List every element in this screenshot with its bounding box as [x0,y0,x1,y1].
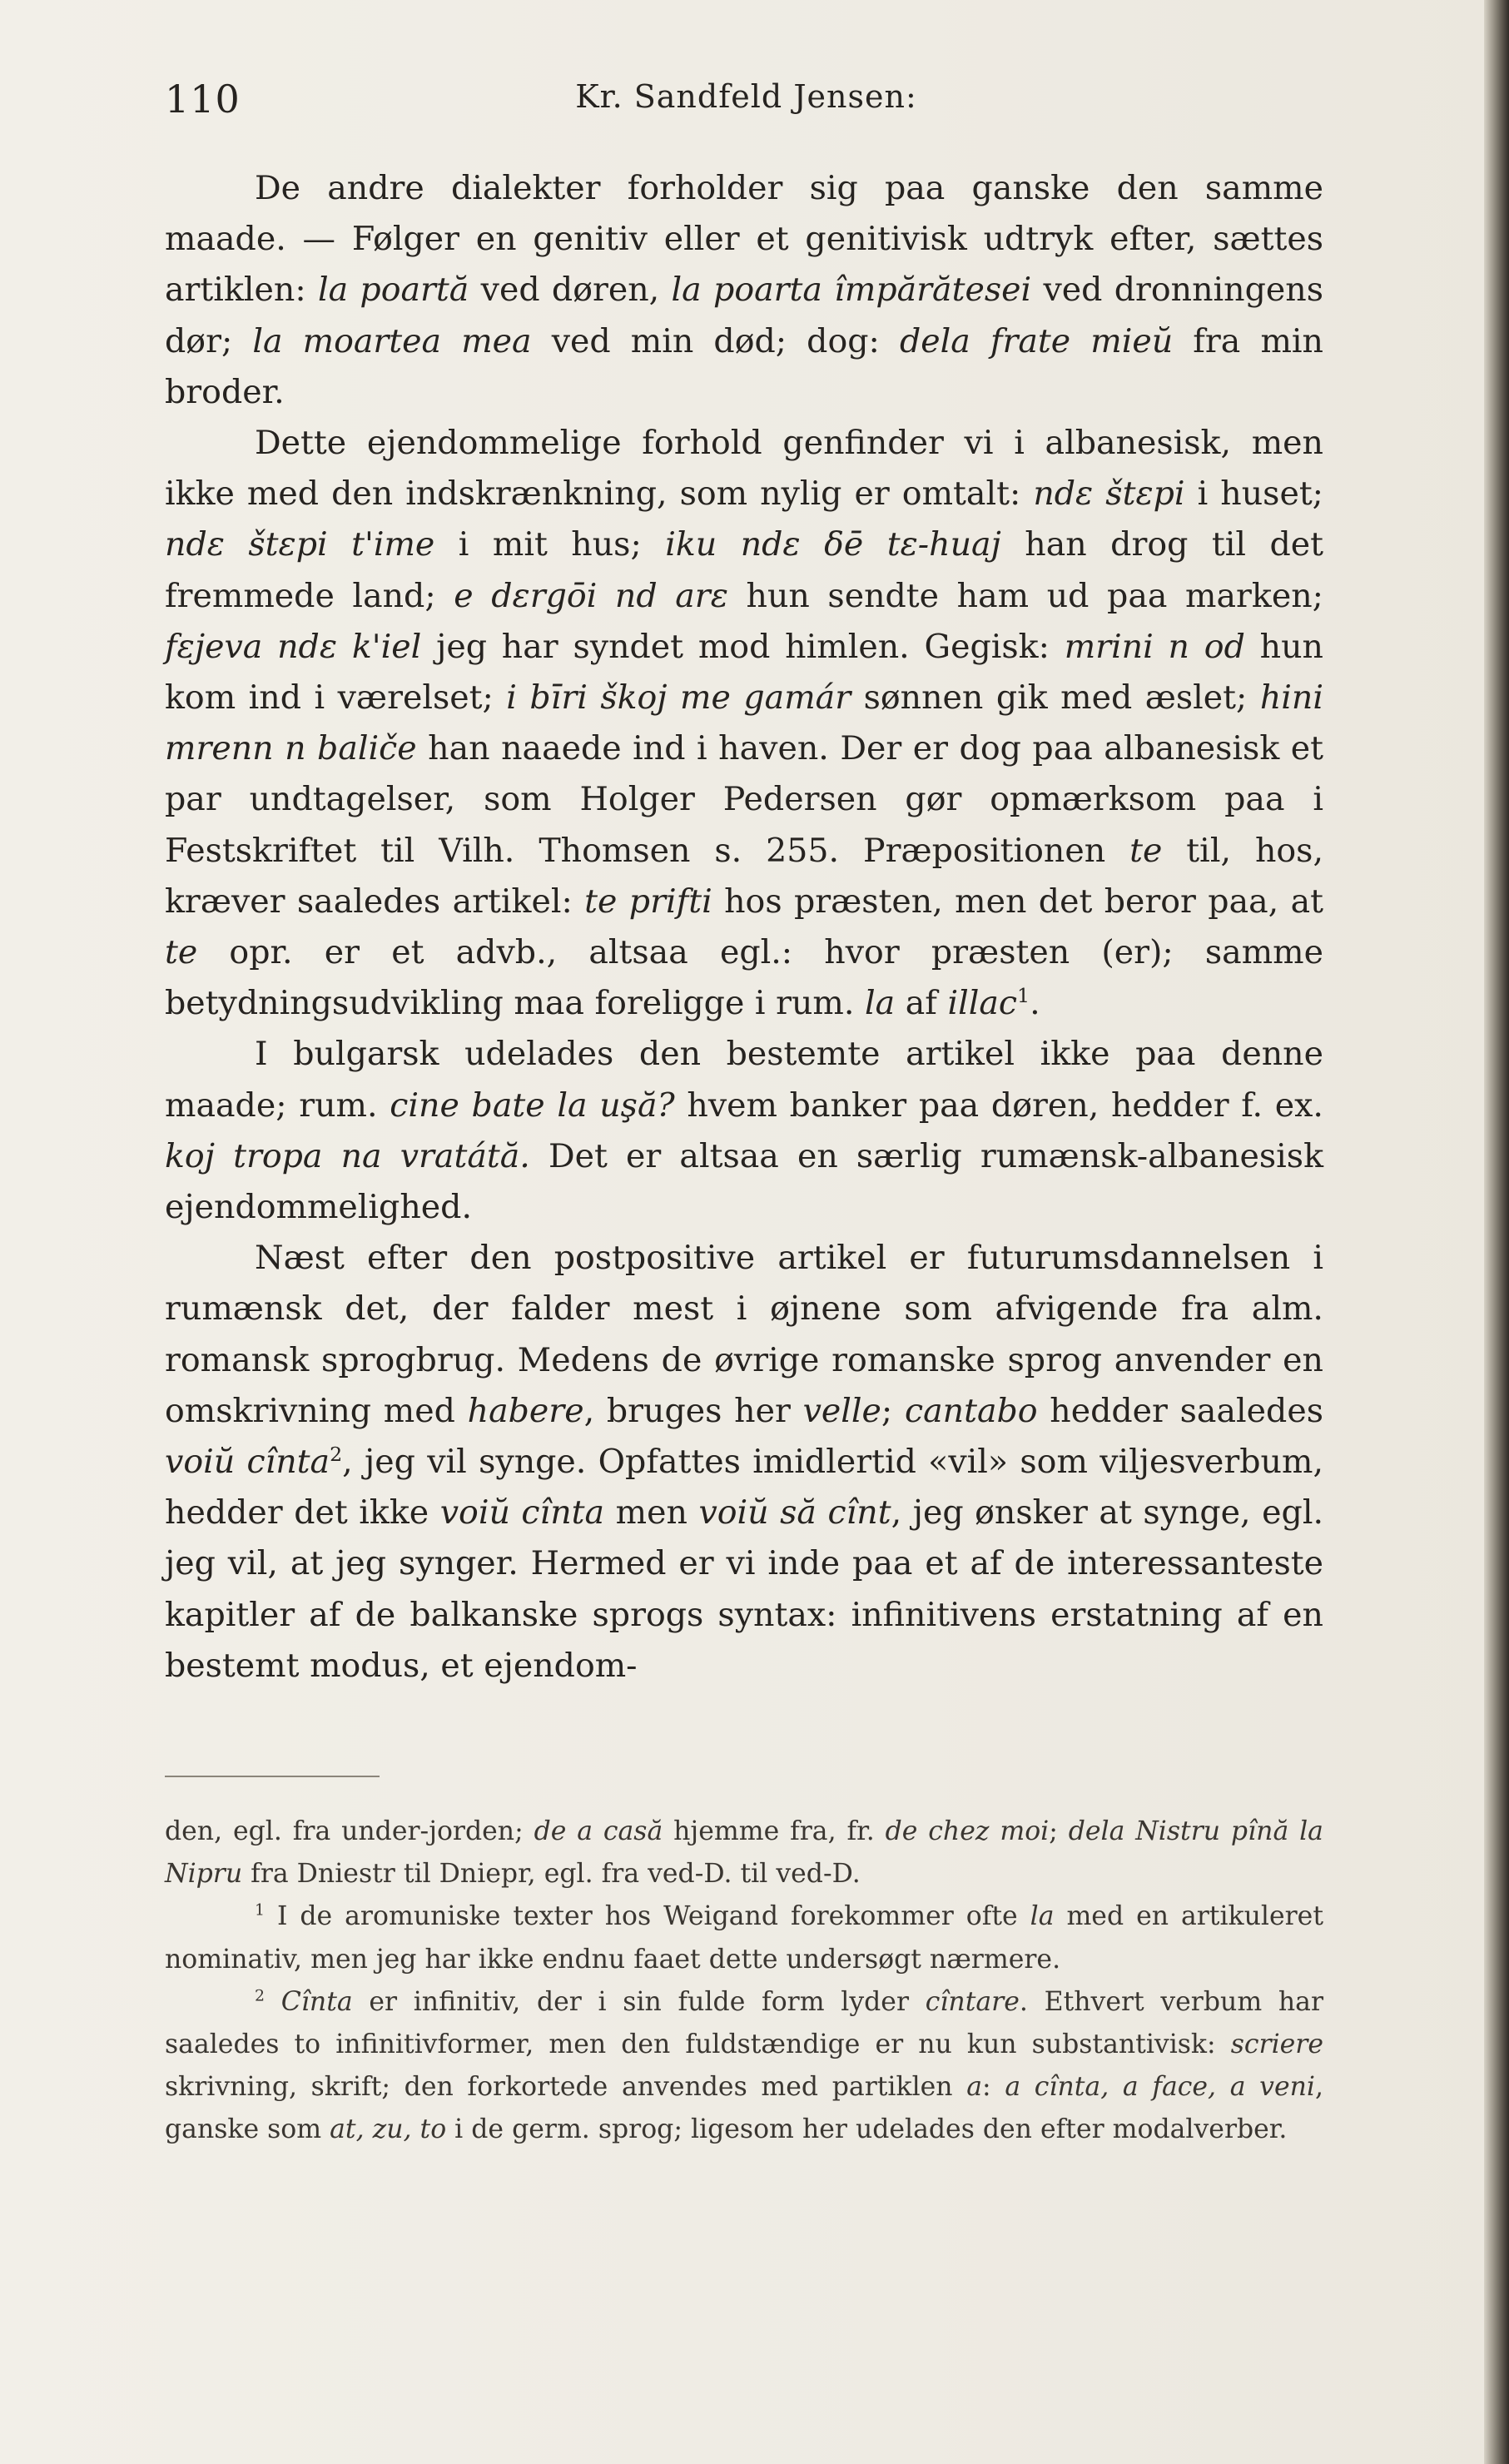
footnote-1 [165,1895,1323,1980]
italic-term: dela Nistru pînă la Nipru [165,1816,1323,1890]
text-run: jeg har syndet mod himlen. Gegisk: [421,627,1065,666]
footnote-continuation [165,1811,1323,1895]
text-run: hedder saaledes [1037,1391,1323,1430]
text-run: opr. er et advb., altsaa egl.: hvor præsten (er); samme betydningsudvikling maa foreligge i rum. [165,933,1323,1023]
text-run: De andre dialekter forholder sig paa ganske den samme maade. — Følger en genitiv eller et genitivisk udtryk efter, sættes artiklen: [165,169,1323,310]
text-run: hjemme fra, fr. [663,1816,886,1846]
text-run: i de germ. sprog; ligesom her udelades den efter modalverber. [446,2114,1288,2145]
footnote-marker: 2 [255,1986,266,2005]
text-run: skrivning, skrift; den forkortede anvendes med partiklen [165,2072,967,2103]
text-run: fra min broder. [165,321,1323,411]
text-run: sønnen gik med æslet; [851,678,1260,718]
italic-term: te prifti [584,882,712,921]
italic-term: la poarta împărătesei [671,271,1032,310]
text-run: hvem banker paa døren, hedder f. ex. [674,1085,1323,1125]
text-run: , ganske som [165,2072,1323,2145]
italic-term: a cînta, a face, a veni [1005,2072,1315,2103]
text-run: men [604,1493,699,1533]
text-run: i huset; [1184,474,1323,514]
italic-term: dela frate mieŭ [899,321,1174,360]
italic-term: la moartea mea [252,321,532,360]
italic-term: te [1129,831,1163,870]
italic-term: voiŭ cînta [439,1493,605,1533]
footnote-2 [165,1981,1323,2152]
text-run: : [982,2072,1005,2103]
text-run: ; [881,1391,905,1430]
italic-term: at, zu, to [330,2114,447,2145]
footnotes [165,1811,1323,2152]
italic-term: cine bate la uşă? [390,1085,675,1125]
footnote-ref-1: 1 [1017,984,1030,1008]
footnote-rule [165,1776,380,1777]
footnote-ref-2: 2 [330,1442,343,1466]
italic-term: habere [467,1391,584,1430]
text-run: Dette ejendommelige forhold genfinder vi i albanesisk, men ikke med den indskrænkning, som nylig er omtalt: [165,424,1323,514]
italic-term: fεjeva ndε k'iel [165,627,422,666]
text-run: ved døren, [469,271,672,310]
text-run: ved min død; dog: [531,321,900,360]
paragraph-4 [165,1233,1323,1692]
italic-term: voiŭ să cînt [698,1493,891,1533]
italic-term: Cînta [265,1986,353,2017]
italic-term: iku ndε δē tε-huaj [665,525,1001,564]
text-run: hos præsten, men det beror paa, at [712,882,1324,921]
italic-term: de a casă [534,1816,663,1846]
text-run: han naaede ind i haven. Der er dog paa albanesisk et par undtagelser, som Holger Pedersen gør opmærksom paa i Festskriftet til Vilh. Thomsen s. 255. Præpositionen [165,729,1324,870]
text-run: den, egl. fra under-jorden; [165,1816,534,1846]
italic-term: la [1030,1901,1055,1932]
text-run: ved dronningens dør; [165,271,1323,360]
text-run: , jeg vil synge. Opfattes imidlertid «vil» som viljesverbum, hedder det ikke [165,1443,1323,1533]
paragraph-1 [165,163,1323,418]
footnote-marker: 1 [255,1900,266,1920]
page-number: 110 [165,77,241,122]
italic-term: voiŭ cînta [165,1443,330,1482]
text-run: , bruges her [583,1391,803,1430]
text-run: I bulgarsk udelades den bestemte artikel ikke paa denne maade; rum. [165,1035,1323,1125]
text-run: med en artikuleret nominativ, men jeg har ikke endnu faaet dette undersøgt nærmere. [165,1901,1323,1975]
page-header [165,73,1328,123]
italic-term: scriere [1230,2029,1323,2060]
text-run: I de aromuniske texter hos Weigand forekommer ofte [265,1901,1030,1932]
italic-term: e dεrgōi nd arε [454,576,728,615]
italic-term: hini mrenn n baliče [165,678,1323,768]
paragraph-3 [165,1029,1323,1233]
italic-term: la [864,984,896,1023]
italic-term: mrini n od [1064,627,1245,666]
paragraph-2 [165,418,1323,1029]
italic-term: cîntare [925,1986,1020,2017]
italic-term: i bīri škoj me gamár [506,678,851,718]
text-run: han drog til det fremmede land; [165,525,1324,615]
text-run: hun kom ind i værelset; [165,627,1324,718]
italic-term: velle [802,1391,881,1430]
text-run: ; [1049,1816,1069,1846]
italic-term: ndε štεpi t'ime [165,525,435,564]
italic-term: a [966,2072,983,2103]
text-run: . [1030,984,1040,1023]
text-run: af [895,984,948,1023]
italic-term: illac [947,984,1018,1023]
italic-term: te [165,933,198,972]
italic-term: de chez moi [885,1816,1050,1846]
text-run: Det er altsaa en særlig rumænsk-albanesisk ejendommelighed. [165,1136,1324,1227]
italic-term: cantabo [904,1391,1038,1430]
italic-term: ndε štεpi [1033,474,1185,514]
text-run: til, hos, kræver saaledes artikel: [165,831,1324,921]
italic-term: koj tropa na vratátă. [165,1136,530,1175]
text-run: er infinitiv, der i sin fulde form lyder [352,1986,926,2017]
text-run: hun sendte ham ud paa marken; [727,576,1323,615]
text-run: i mit hus; [434,525,666,564]
page-edge-shadow [1484,0,1509,2464]
text-run: . Ethvert verbum har saaledes to infinitivformer, men den fuldstændige er nu kun substantivisk: [165,1986,1324,2060]
running-head: Kr. Sandfeld Jensen: [575,78,917,115]
main-text [165,163,1323,1692]
italic-term: la poartă [317,271,469,310]
text-run: fra Dniestr til Dniepr, egl. fra ved-D. til ved-D. [242,1859,861,1890]
text-run: Næst efter den postpositive artikel er futurumsdannelsen i rumænsk det, der falder mest i øjnene som afvigende fra alm. romansk sprogbrug. Medens de øvrige romanske sprog anvender en omskrivning med [165,1239,1323,1430]
text-run: , jeg ønsker at synge, egl. jeg vil, at jeg synger. Hermed er vi inde paa et af de interessanteste kapitler af de balkanske sprogs syntax: infinitivens erstatning af en bestemt modus, et ejendom- [165,1493,1324,1685]
